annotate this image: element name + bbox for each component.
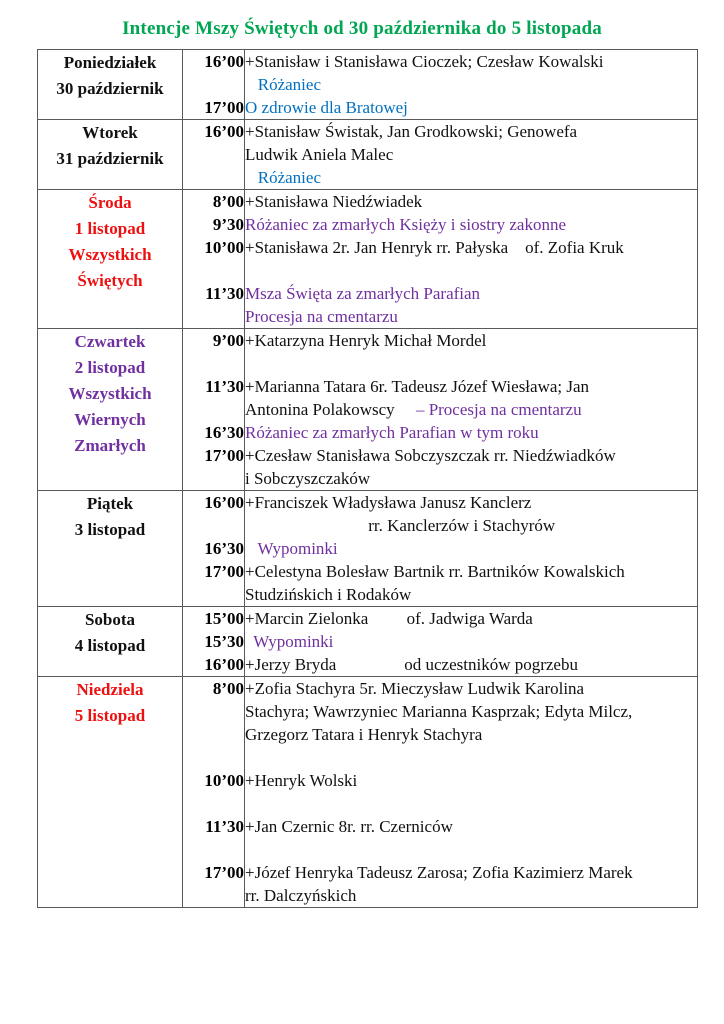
time-cell xyxy=(183,329,245,491)
intention-line xyxy=(245,444,697,467)
day-label-line: Wszystkich xyxy=(68,384,152,403)
intention-line xyxy=(245,375,697,398)
day-cell xyxy=(38,50,183,120)
intention-text-segment: +Czesław Stanisława Sobczyszczak rr. Niedźwiadków xyxy=(245,446,616,465)
intention-line xyxy=(245,143,697,166)
time-label: 17’00 xyxy=(204,446,244,465)
day-label-line: Wiernych xyxy=(74,410,146,429)
intention-line xyxy=(245,792,697,815)
intention-line xyxy=(245,583,697,606)
day-label-line: 5 listopad xyxy=(74,706,146,725)
day-label-line: 31 październik xyxy=(56,149,164,168)
time-cell xyxy=(183,190,245,329)
day-label-line: Niedziela xyxy=(76,680,144,699)
time-label: 17’00 xyxy=(204,562,244,581)
intention-line xyxy=(245,213,697,236)
day-label-line: Wszystkich xyxy=(68,245,152,264)
day-label-line: Wtorek xyxy=(82,123,138,142)
time-label-empty xyxy=(183,838,244,861)
intention-cell xyxy=(245,50,698,120)
time-label: 8’00 xyxy=(212,679,244,698)
time-label-empty xyxy=(183,73,244,96)
time-label: 16’00 xyxy=(204,655,244,674)
intention-text-segment: +Stanisława Niedźwiadek xyxy=(245,192,423,211)
table-row xyxy=(38,120,698,190)
intention-text-segment: +Stanisław Świstak, Jan Grodkowski; Genowefa xyxy=(245,122,578,141)
day-label-line: 3 listopad xyxy=(74,520,146,539)
table-row xyxy=(38,190,698,329)
day-label-line: 1 listopad xyxy=(74,219,146,238)
intention-text-segment: rr. Kanclerzów i Stachyrów xyxy=(245,516,556,535)
time-cell xyxy=(183,677,245,908)
time-label: 16’00 xyxy=(204,52,244,71)
time-label: 17’00 xyxy=(204,98,244,117)
intention-text-segment: Różaniec xyxy=(245,75,321,94)
time-label: 16’30 xyxy=(204,539,244,558)
intention-text-segment: Wypominki xyxy=(245,632,334,651)
intention-line xyxy=(245,746,697,769)
time-label-empty xyxy=(183,583,244,606)
mass-intentions-table xyxy=(37,49,698,908)
intention-cell xyxy=(245,677,698,908)
intention-text-segment: Procesja na cmentarzu xyxy=(245,307,398,326)
intention-text-segment: Różaniec za zmarłych Księży i siostry zakonne xyxy=(245,215,566,234)
day-label-line: Zmarłych xyxy=(74,436,146,455)
day-cell xyxy=(38,491,183,607)
table-row xyxy=(38,329,698,491)
intention-text-segment: +Józef Henryka Tadeusz Zarosa; Zofia Kazimierz Marek xyxy=(245,863,633,882)
intention-text-segment: +Stanisława 2r. Jan Henryk rr. Pałyska of. Zofia Kruk xyxy=(245,238,624,257)
day-cell xyxy=(38,329,183,491)
time-cell xyxy=(183,491,245,607)
intention-cell xyxy=(245,190,698,329)
day-label-line: 30 październik xyxy=(56,79,164,98)
intention-line xyxy=(245,120,697,143)
intention-text-segment: – Procesja na cmentarzu xyxy=(415,400,582,419)
intention-line xyxy=(245,236,697,259)
intention-line xyxy=(245,96,697,119)
intention-line xyxy=(245,467,697,490)
intention-text-segment: rr. Dalczyńskich xyxy=(245,886,357,905)
table-row xyxy=(38,677,698,908)
intention-line xyxy=(245,653,697,676)
intention-line xyxy=(245,329,697,352)
intention-text-segment: +Zofia Stachyra 5r. Mieczysław Ludwik Karolina xyxy=(245,679,585,698)
time-cell xyxy=(183,607,245,677)
time-label: 15’30 xyxy=(204,632,244,651)
intention-text-segment: Studzińskich i Rodaków xyxy=(245,585,412,604)
intention-line xyxy=(245,700,697,723)
intention-line xyxy=(245,769,697,792)
day-label-line: Środa xyxy=(88,193,132,212)
intention-text-segment: +Celestyna Bolesław Bartnik rr. Bartników Kowalskich xyxy=(245,562,625,581)
time-label: 15’00 xyxy=(204,609,244,628)
time-label: 9’30 xyxy=(212,215,244,234)
day-label-line: Piątek xyxy=(86,494,134,513)
intention-line xyxy=(245,421,697,444)
time-label: 10’00 xyxy=(204,771,244,790)
time-label: 17’00 xyxy=(204,863,244,882)
intention-text-segment: Ludwik Aniela Malec xyxy=(245,145,394,164)
intention-line xyxy=(245,630,697,653)
intention-text-segment: +Stanisław i Stanisława Cioczek; Czesław Kowalski xyxy=(245,52,604,71)
intention-line xyxy=(245,815,697,838)
day-label-line: Czwartek xyxy=(74,332,146,351)
intention-line xyxy=(245,398,697,421)
table-body xyxy=(38,50,698,908)
time-label-empty xyxy=(183,514,244,537)
time-label-empty xyxy=(183,166,244,189)
time-label-empty xyxy=(183,467,244,490)
intention-line xyxy=(245,861,697,884)
intention-line xyxy=(245,73,697,96)
page-title: Intencje Mszy Świętych od 30 października do 5 listopada xyxy=(122,18,602,39)
day-label-line: Poniedziałek xyxy=(63,53,157,72)
intention-cell xyxy=(245,491,698,607)
intention-text-segment: +Jerzy Bryda od uczestników pogrzebu xyxy=(245,655,578,674)
intention-text-segment: Wypominki xyxy=(245,539,338,558)
intention-text-segment: +Jan Czernic 8r. rr. Czerniców xyxy=(245,817,453,836)
table-row xyxy=(38,50,698,120)
time-label-empty xyxy=(183,398,244,421)
intention-line xyxy=(245,537,697,560)
day-label-line: Sobota xyxy=(84,610,136,629)
intention-line xyxy=(245,352,697,375)
intention-line xyxy=(245,560,697,583)
intention-line xyxy=(245,838,697,861)
intention-text-segment: Grzegorz Tatara i Henryk Stachyra xyxy=(245,725,483,744)
intention-line xyxy=(245,305,697,328)
intention-line xyxy=(245,514,697,537)
intention-cell xyxy=(245,329,698,491)
intention-line xyxy=(245,166,697,189)
time-label-empty xyxy=(183,723,244,746)
intention-line xyxy=(245,677,697,700)
day-label-line: 4 listopad xyxy=(74,636,146,655)
time-label-empty xyxy=(183,352,244,375)
intention-text-segment: i Sobczyszczaków xyxy=(245,469,371,488)
time-label-empty xyxy=(183,259,244,282)
intention-text-segment: +Marianna Tatara 6r. Tadeusz Józef Wiesława; Jan xyxy=(245,377,590,396)
intention-text-segment: +Henryk Wolski xyxy=(245,771,358,790)
intention-text-segment: +Katarzyna Henryk Michał Mordel xyxy=(245,331,487,350)
time-label: 11’30 xyxy=(205,284,244,303)
time-label: 10’00 xyxy=(204,238,244,257)
time-label-empty xyxy=(183,700,244,723)
time-label: 16’00 xyxy=(204,122,244,141)
intention-text-segment: Stachyra; Wawrzyniec Marianna Kasprzak; Edyta Milcz, xyxy=(245,702,633,721)
intention-line xyxy=(245,259,697,282)
day-label-line: 2 listopad xyxy=(74,358,146,377)
day-cell xyxy=(38,607,183,677)
day-cell xyxy=(38,120,183,190)
intention-line xyxy=(245,723,697,746)
time-label-empty xyxy=(183,305,244,328)
intention-line xyxy=(245,190,697,213)
intention-cell xyxy=(245,607,698,677)
time-cell xyxy=(183,50,245,120)
time-label: 9’00 xyxy=(212,331,244,350)
time-label-empty xyxy=(183,746,244,769)
intention-text-segment: O zdrowie dla Bratowej xyxy=(245,98,408,117)
intention-line xyxy=(245,282,697,305)
time-label: 16’30 xyxy=(204,423,244,442)
time-label-empty xyxy=(183,884,244,907)
intention-text-segment: Antonina Polakowscy xyxy=(245,400,416,419)
intention-line xyxy=(245,884,697,907)
intention-text-segment: Msza Święta za zmarłych Parafian xyxy=(245,284,481,303)
time-cell xyxy=(183,120,245,190)
intention-cell xyxy=(245,120,698,190)
time-label-empty xyxy=(183,792,244,815)
intention-line xyxy=(245,50,697,73)
intention-line xyxy=(245,607,697,630)
day-cell xyxy=(38,677,183,908)
time-label: 8’00 xyxy=(212,192,244,211)
time-label: 11’30 xyxy=(205,377,244,396)
intention-text-segment: Różaniec xyxy=(245,168,321,187)
intention-text-segment: Różaniec za zmarłych Parafian w tym roku xyxy=(245,423,539,442)
day-cell xyxy=(38,190,183,329)
intention-text-segment: +Franciszek Władysława Janusz Kanclerz xyxy=(245,493,532,512)
time-label: 11’30 xyxy=(205,817,244,836)
intention-text-segment: +Marcin Zielonka of. Jadwiga Warda xyxy=(245,609,533,628)
intention-line xyxy=(245,491,697,514)
table-row xyxy=(38,607,698,677)
table-row xyxy=(38,491,698,607)
time-label: 16’00 xyxy=(204,493,244,512)
day-label-line: Świętych xyxy=(77,271,143,290)
time-label-empty xyxy=(183,143,244,166)
